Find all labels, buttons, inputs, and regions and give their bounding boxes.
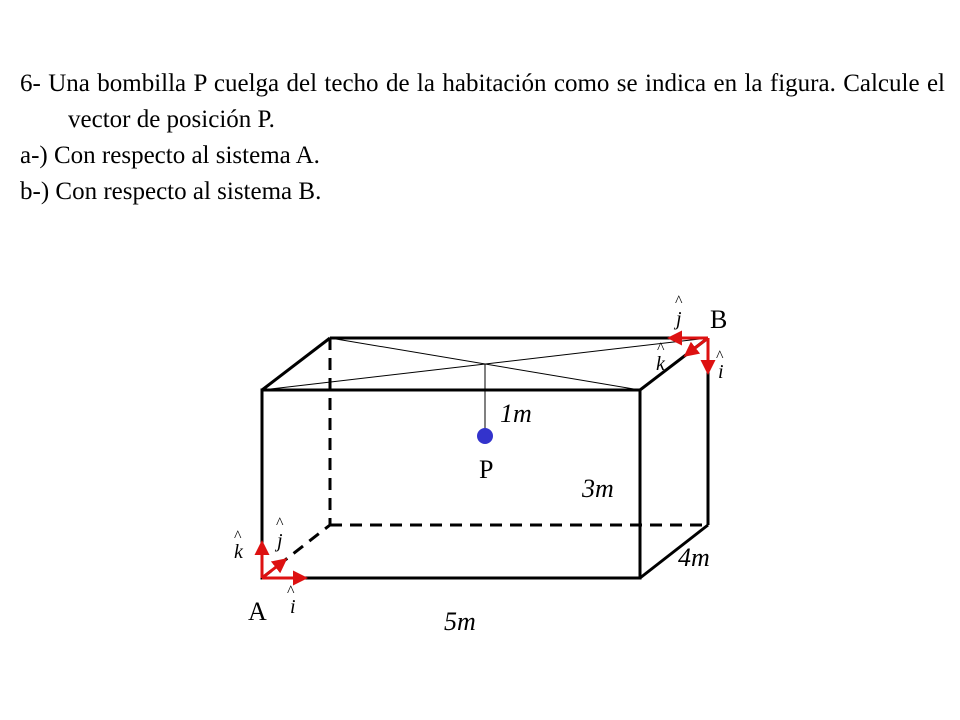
depth-label: 4m xyxy=(678,543,710,572)
width-label: 5m xyxy=(444,607,476,636)
system-b-i-hat: ^ xyxy=(716,348,724,365)
problem-statement: 6- Una bombilla P cuelga del techo de la habitación como se indica en la figura. Calcule el vector de posición P. xyxy=(20,70,945,133)
system-b-axes xyxy=(670,338,708,372)
system-b-i-label: i xyxy=(718,361,724,383)
part-b: b-) Con respecto al sistema B. xyxy=(20,178,322,205)
system-b-j-label: j xyxy=(676,308,682,330)
part-a: a-) Con respecto al sistema A. xyxy=(20,142,320,169)
system-b-k-hat: ^ xyxy=(657,340,665,357)
system-a-i-label: i xyxy=(290,596,296,618)
point-label: P xyxy=(479,455,494,484)
system-a-label: A xyxy=(248,597,267,626)
system-a-j-arrow xyxy=(262,560,285,578)
height-label: 3m xyxy=(582,474,614,503)
top-left-depth-edge xyxy=(262,338,330,390)
system-b-k-label: k xyxy=(656,353,665,375)
hanging-length-label: 1m xyxy=(500,399,532,428)
system-a-k-hat: ^ xyxy=(234,528,242,545)
bulb-point xyxy=(477,428,493,444)
system-a-j-label: j xyxy=(277,530,283,552)
system-a-j-hat: ^ xyxy=(276,515,284,532)
system-b-label: B xyxy=(710,305,728,334)
system-b-j-hat: ^ xyxy=(675,293,683,310)
system-a-k-label: k xyxy=(234,541,243,563)
system-a-i-hat: ^ xyxy=(287,583,295,600)
